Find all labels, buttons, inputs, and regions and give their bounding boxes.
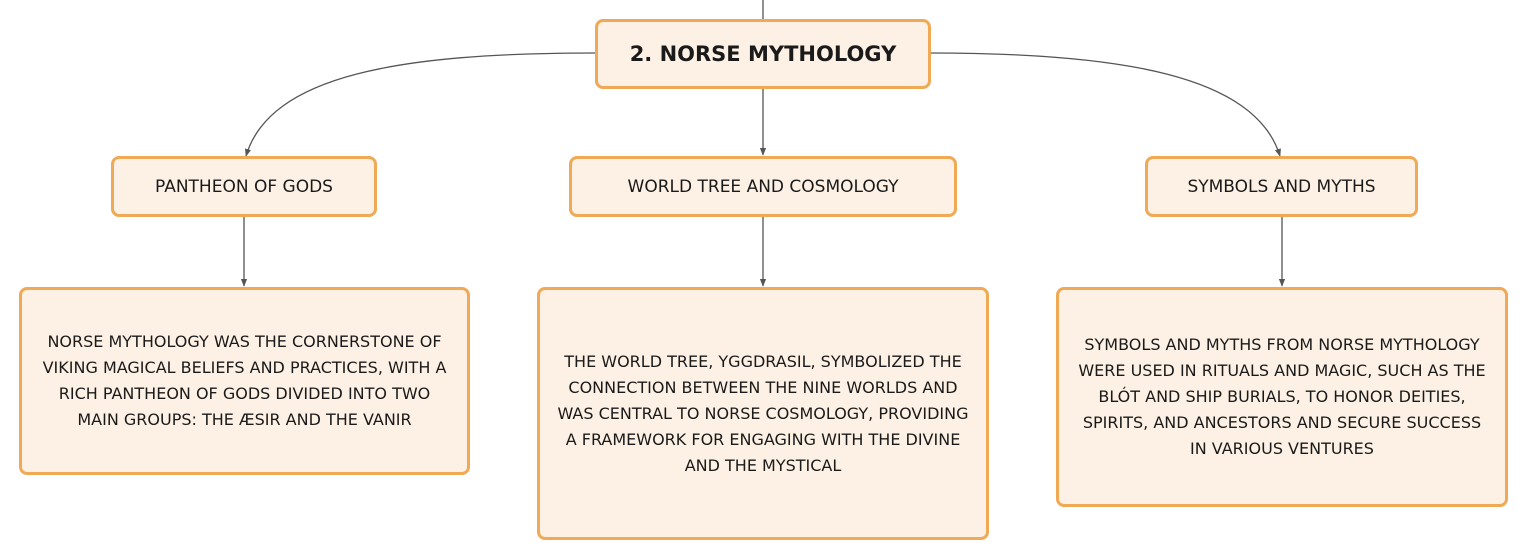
branch-label: PANTHEON OF GODS — [155, 176, 333, 197]
root-label: 2. NORSE MYTHOLOGY — [629, 42, 897, 66]
root-node[interactable] — [595, 19, 931, 89]
leaf-node-pantheon-description[interactable] — [19, 287, 470, 475]
branch-label: WORLD TREE AND COSMOLOGY — [627, 176, 899, 197]
leaf-text: NORSE MYTHOLOGY WAS THE CORNERSTONE OF VIKING MAGICAL BELIEFS AND PRACTICES, WITH A RICH PANTHEON OF GODS DIVIDED INTO TWO MAIN GROUPS: THE ÆSIR AND THE VANIR — [42, 332, 447, 429]
leaf-text: SYMBOLS AND MYTHS FROM NORSE MYTHOLOGY WERE USED IN RITUALS AND MAGIC, SUCH AS THE BLÓT AND SHIP BURIALS, TO HONOR DEITIES, SPIRITS, AND ANCESTORS AND SECURE SUCCESS IN VARIOUS VENTURES — [1078, 335, 1486, 458]
leaf-text: THE WORLD TREE, YGGDRASIL, SYMBOLIZED THE CONNECTION BETWEEN THE NINE WORLDS AND WAS CENTRAL TO NORSE COSMOLOGY, PROVIDING A FRAMEWORK FOR ENGAGING WITH THE DIVINE AND THE MYSTICAL — [557, 351, 969, 475]
leaf-node-world-tree-description[interactable] — [537, 287, 989, 540]
branch-label: SYMBOLS AND MYTHS — [1187, 176, 1376, 197]
connector-root-to-branch-1 — [246, 53, 595, 156]
branch-node-pantheon-of-gods[interactable] — [111, 156, 377, 217]
leaf-node-symbols-description[interactable] — [1056, 287, 1508, 507]
branch-node-symbols-and-myths[interactable] — [1145, 156, 1418, 217]
connector-root-to-branch-3 — [931, 53, 1280, 156]
branch-node-world-tree-and-cosmology[interactable] — [569, 156, 957, 217]
